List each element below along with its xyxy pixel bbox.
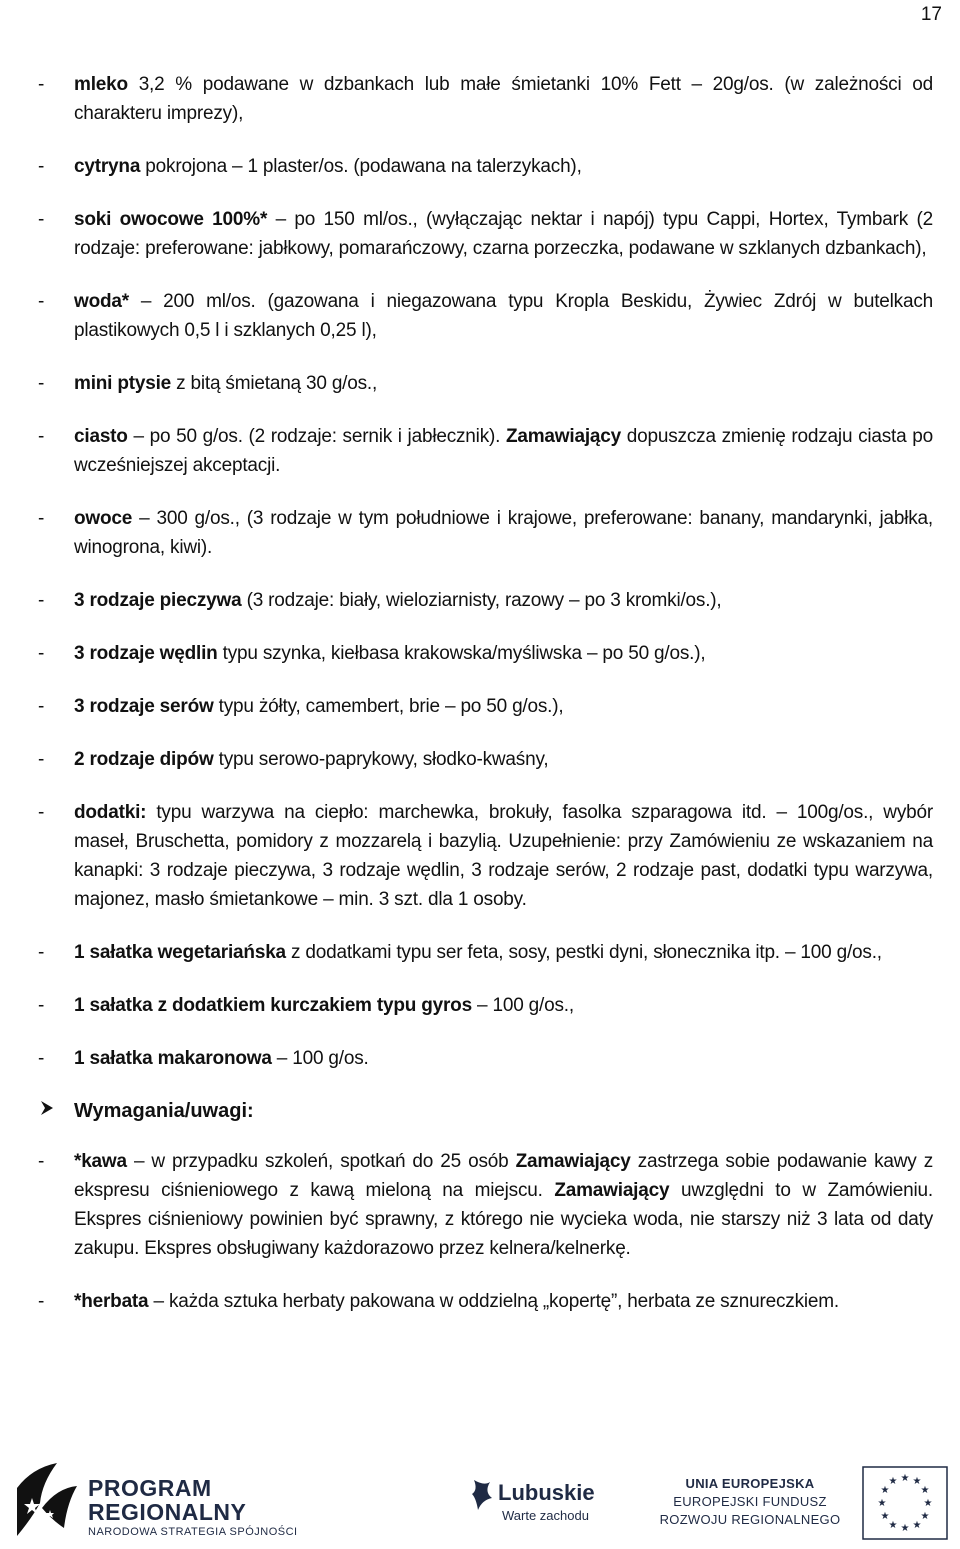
eu-flag-icon [862, 1466, 948, 1540]
svg-text:★: ★ [912, 1520, 922, 1531]
list-item: - 1 sałatka makaronowa – 100 g/os. [38, 1048, 369, 1069]
svg-text:★: ★ [877, 1498, 887, 1509]
footer-logos [0, 1450, 960, 1549]
svg-text:★: ★ [888, 1476, 898, 1487]
svg-text:★: ★ [920, 1511, 930, 1522]
svg-text:★: ★ [888, 1520, 898, 1531]
svg-text:★: ★ [920, 1485, 930, 1496]
program-regionalny-logo-icon [12, 1458, 82, 1538]
svg-text:★: ★ [923, 1498, 933, 1509]
svg-text:★: ★ [900, 1473, 910, 1484]
list-item: - 2 rodzaje dipów typu serowo-paprykowy, słodko-kwaśny, [38, 749, 549, 770]
program-regionalny-text: PROGRAM REGIONALNY NARODOWA STRATEGIA SPÓJNOŚCI [88, 1475, 298, 1538]
note-item: - *kawa – w przypadku szkoleń, spotkań do 25 osób Zamawiający zastrzega sobie podawanie kawy z ekspresu ciśnieniowego z kawą mieloną na miejscu. Zamawiający uwzględni to w Zamówieniu. Ekspres ciśnieniowy powinien być sprawny, z którego nie wycieka woda, nie starszy niż 3 lata od daty zakupu. Ekspres obsługiwany każdorazowo przez kelnera/kelnerkę. [38, 1151, 934, 1259]
list-item: - soki owocowe 100%* – po 150 ml/os., (wyłączając nektar i napój) typu Cappi, Hortex, Tymbark (2 rodzaje: preferowane: jabłkowy, pomarańczowy, czarna porzeczka, podawane w szklanych dzbankach), [38, 209, 933, 259]
list-item: - owoce – 300 g/os., (3 rodzaje w tym południowe i krajowe, preferowane: banany, mandarynki, jabłka, winogrona, kiwi). [38, 508, 933, 558]
list-item: - mini ptysie z bitą śmietaną 30 g/os., [38, 373, 378, 394]
list-item: - 3 rodzaje pieczywa (3 rodzaje: biały, wieloziarnisty, razowy – po 3 kromki/os.), [38, 590, 722, 611]
list-item: - 1 sałatka wegetariańska z dodatkami typu ser feta, sosy, pestki dyni, słonecznika itp. – 100 g/os., [38, 942, 882, 963]
list-item: - ciasto – po 50 g/os. (2 rodzaje: sernik i jabłecznik). Zamawiający dopuszcza zmienię rodzaju ciasta po wcześniejszej akceptacji. [38, 426, 933, 476]
list-item: - 3 rodzaje serów typu żółty, camembert, brie – po 50 g/os.), [38, 696, 564, 717]
lubuskie-logo: Lubuskie Warte zachodu [470, 1474, 610, 1534]
svg-text:★: ★ [900, 1523, 910, 1534]
document-body [38, 70, 933, 1340]
list-item: - 3 rodzaje wędlin typu szynka, kiełbasa krakowska/myśliwska – po 50 g/os.), [38, 643, 706, 664]
lubuskie-emblem-icon [470, 1478, 496, 1512]
svg-text:★: ★ [880, 1511, 890, 1522]
list-item: - mleko 3,2 % podawane w dzbankach lub małe śmietanki 10% Fett – 20g/os. (w zależności od charakteru imprezy), [38, 74, 933, 124]
list-item: - 1 sałatka z dodatkiem kurczakiem typu gyros – 100 g/os., [38, 995, 574, 1016]
list-item: - woda* – 200 ml/os. (gazowana i niegazowana typu Kropla Beskidu, Żywiec Zdrój w butelkach plastikowych 0,5 l i szklanych 0,25 l), [38, 291, 933, 341]
list-item: - dodatki: typu warzywa na ciepło: marchewka, brokuły, fasolka szparagowa itd. – 100g/os., wybór maseł, Bruschetta, pomidory z mozzarelą i bazylią. Uzupełnienie: przy Zamówieniu ze wskazaniem na kanapki: 3 rodzaje pieczywa, 3 rodzaje wędlin, 3 rodzaje serów, 2 rodzaje past, dodatki typu warzywa, majonez, masło śmietankowe – min. 3 szt. dla 1 osoby. [38, 802, 933, 910]
svg-text:★: ★ [880, 1485, 890, 1496]
page-number: 17 [920, 4, 942, 25]
arrow-bullet-icon [38, 1099, 74, 1123]
list-item: - cytryna pokrojona – 1 plaster/os. (podawana na talerzykach), [38, 156, 582, 177]
svg-text:★: ★ [912, 1476, 922, 1487]
note-item: - *herbata – każda sztuka herbaty pakowana w oddzielną „kopertę”, herbata ze sznureczkiem. [38, 1291, 839, 1312]
section-heading: Wymagania/uwagi: [38, 1099, 933, 1123]
eu-text: UNIA EUROPEJSKA EUROPEJSKI FUNDUSZ ROZWOJU REGIONALNEGO [659, 1476, 841, 1527]
